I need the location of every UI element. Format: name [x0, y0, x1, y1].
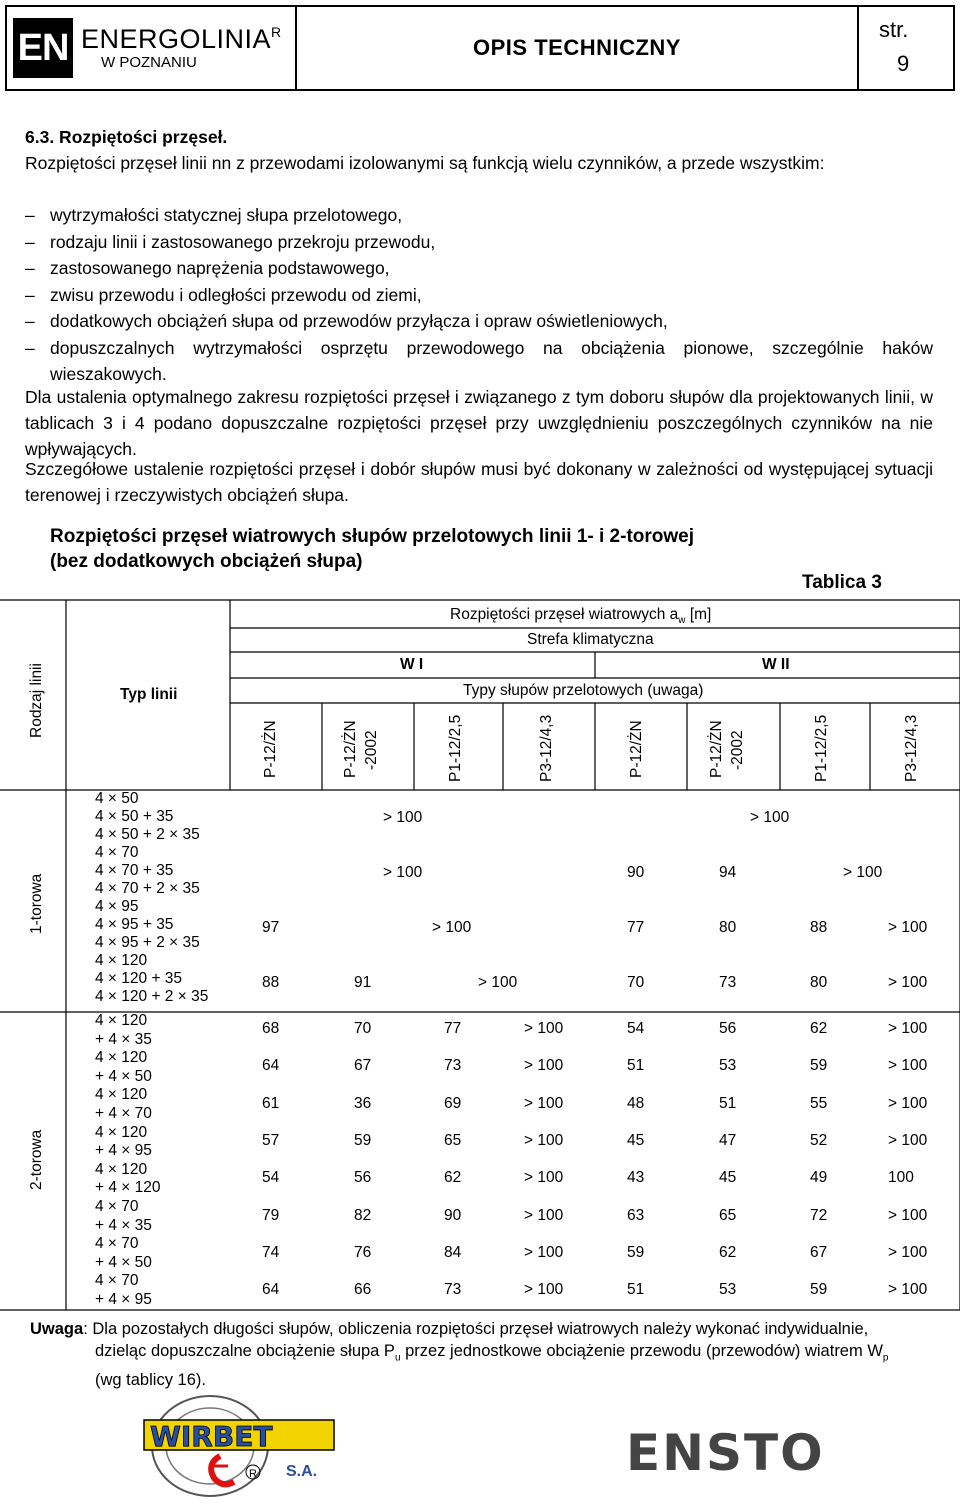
table-cell: 77: [444, 1020, 462, 1037]
table-cell: > 100: [888, 919, 928, 936]
table-cell: 59: [354, 1131, 372, 1149]
list-item: 4 × 70 + 35: [95, 862, 174, 879]
paragraph-details: Szczegółowe ustalenie rozpiętości przęseł i dobór słupów musi być dokonany w zależności od występującej sytuacji terenowej i rzeczywistych obciążeń słupa.: [25, 459, 933, 505]
table-cell: 51: [627, 1281, 645, 1299]
page-header: [5, 5, 955, 91]
list-item: + 4 × 35: [95, 1030, 152, 1048]
table-cell: 64: [262, 1281, 280, 1299]
list-item: 4 × 70: [95, 1197, 139, 1215]
list-item: 4 × 70 + 2 × 35: [95, 880, 200, 897]
list-item: – zastosowanego naprężenia podstawowego,: [25, 255, 933, 282]
pole-col-1: P-12/ŻN: [262, 720, 279, 778]
table-cell: 80: [810, 974, 828, 991]
pole-col-7: P1-12/2,5: [813, 714, 830, 782]
table-cell: > 100: [432, 919, 472, 936]
list-item: 4 × 50: [95, 790, 139, 807]
list-item: – zwisu przewodu i odległości przewodu od ziemi,: [25, 282, 933, 309]
table-cell: > 100: [383, 864, 423, 881]
table-cell: 82: [354, 1206, 372, 1224]
table-title: Rozpiętości przęseł wiatrowych słupów przelotowych linii 1- i 2-torowej (bez dodatkowych obciążeń słupa): [50, 526, 694, 572]
list-item: 4 × 50 + 2 × 35: [95, 826, 200, 843]
table-cell: 73: [444, 1281, 462, 1299]
table-cell: 76: [354, 1243, 372, 1261]
zone-w2: W II: [762, 656, 790, 673]
table-cell: 45: [719, 1169, 737, 1187]
brand-city: W POZNANIU: [101, 53, 197, 71]
table-cell: 43: [627, 1169, 645, 1187]
table-cell: 88: [262, 974, 280, 991]
table-cell: > 100: [888, 1094, 928, 1112]
table-cell: 73: [444, 1057, 462, 1075]
table-cell: 70: [627, 974, 645, 991]
list-item: 4 × 120: [95, 1012, 148, 1029]
list-item: – dodatkowych obciążeń słupa od przewodów przyłącza i opraw oświetleniowych,: [25, 308, 933, 335]
table-cell: 70: [354, 1020, 372, 1037]
table-cell: > 100: [888, 1206, 928, 1224]
list-item: + 4 × 50: [95, 1067, 152, 1085]
svg-text:R: R: [249, 1468, 257, 1480]
table-cell: > 100: [478, 974, 518, 991]
ensto-logo: ENSTO: [626, 1424, 825, 1482]
table-cell: > 100: [524, 1206, 564, 1224]
list-item: 4 × 120: [95, 1086, 148, 1104]
table-cell: 69: [444, 1094, 462, 1112]
table-cell: 62: [810, 1020, 828, 1037]
list-item: 4 × 95 + 35: [95, 916, 174, 933]
list-item: 4 × 70: [95, 1235, 139, 1253]
wirbet-logo: [140, 1390, 340, 1498]
table-cell: 67: [810, 1243, 828, 1261]
table-cell: > 100: [524, 1131, 564, 1149]
table-cell: 72: [810, 1206, 828, 1224]
table-cell: > 100: [888, 1057, 928, 1075]
page-indicator: [859, 7, 953, 89]
table-cell: 100: [888, 1169, 914, 1187]
table-cell: > 100: [524, 1281, 564, 1299]
list-item: 4 × 70: [95, 1272, 139, 1290]
pole-col-6: P-12/ŻN: [708, 720, 725, 778]
list-item: 4 × 120: [95, 1049, 148, 1067]
list-item: 4 × 120: [95, 1160, 148, 1178]
table-cell: 97: [262, 919, 280, 936]
pole-col-6b: -2002: [729, 730, 746, 770]
zone-w1: W I: [400, 656, 424, 673]
col-type-header: Typ linii: [120, 686, 178, 703]
kind-1-torowa: 1-torowa: [28, 873, 45, 934]
span-header: Rozpiętości przęseł wiatrowych $a_w$ [m]: [450, 606, 712, 627]
table-number: Tablica 3: [802, 572, 882, 593]
table-cell: 49: [810, 1169, 828, 1187]
table-cell: 56: [354, 1169, 372, 1187]
table-cell: > 100: [524, 1243, 564, 1261]
table-cell: 65: [719, 1206, 737, 1224]
table-cell: 62: [719, 1243, 737, 1261]
intro-paragraph: Rozpiętości przęseł linii nn z przewodami izolowanymi są funkcją wielu czynników, a przede wszystkim:: [25, 153, 825, 173]
table-cell: > 100: [843, 864, 883, 881]
registered-mark: R: [271, 23, 282, 40]
table-cell: 68: [262, 1020, 280, 1037]
note-label: Uwaga: [30, 1320, 84, 1338]
table-cell: 51: [627, 1057, 645, 1075]
table-cell: > 100: [524, 1169, 564, 1187]
list-item: – dopuszczalnych wytrzymałości osprzętu przewodowego na obciążenia pionowe, szczególnie haków wieszakowych.: [25, 335, 933, 388]
pole-col-4: P3-12/4,3: [538, 714, 555, 782]
company-logo: [7, 7, 297, 89]
list-item: 4 × 120: [95, 952, 148, 969]
list-item: – wytrzymałości statycznej słupa przelotowego,: [25, 202, 933, 229]
table-cell: > 100: [888, 1131, 928, 1149]
table-cell: 91: [354, 974, 372, 991]
table-cell: 66: [354, 1281, 372, 1299]
type-list-1torowa: [95, 790, 208, 1006]
list-item: 4 × 120 + 35: [95, 970, 183, 987]
table-cell: 53: [719, 1057, 737, 1075]
list-item: + 4 × 120: [95, 1179, 161, 1197]
pole-col-3: P1-12/2,5: [447, 714, 464, 782]
kind-2-torowa: 2-torowa: [28, 1129, 45, 1190]
table-cell: 48: [627, 1094, 645, 1112]
table-cell: 74: [262, 1243, 280, 1261]
table-cell: 55: [810, 1094, 828, 1112]
list-item: 4 × 70: [95, 844, 139, 861]
table-cell: 90: [444, 1206, 462, 1224]
pole-types-header: Typy słupów przelotowych (uwaga): [463, 682, 704, 699]
table-cell: 57: [262, 1131, 280, 1149]
table-cell: > 100: [750, 809, 790, 826]
list-item: 4 × 95: [95, 898, 139, 915]
list-item: 4 × 50 + 35: [95, 808, 174, 825]
table-cell: 90: [627, 864, 645, 881]
table-cell: 36: [354, 1094, 372, 1112]
table-cell: 94: [719, 864, 737, 881]
table-cell: > 100: [524, 1094, 564, 1112]
page-label: str.: [879, 17, 909, 42]
list-item: + 4 × 95: [95, 1290, 152, 1308]
table-cell: 65: [444, 1131, 462, 1149]
table-cell: 59: [810, 1281, 828, 1299]
table-cell: > 100: [888, 1281, 928, 1299]
table-cell: 54: [627, 1020, 645, 1037]
table-cell: 59: [627, 1243, 645, 1261]
factors-list: [25, 202, 933, 388]
table-cell: 84: [444, 1243, 462, 1261]
document-title: OPIS TECHNICZNY: [297, 7, 859, 89]
table-cell: 67: [354, 1057, 372, 1075]
section-title: 6.3. Rozpiętości przęseł.: [25, 127, 228, 147]
zone-header: Strefa klimatyczna: [527, 631, 654, 648]
list-item: 4 × 95 + 2 × 35: [95, 934, 200, 951]
table-cell: > 100: [888, 1020, 928, 1037]
table-cell: 47: [719, 1131, 737, 1149]
table-cell: 51: [719, 1094, 737, 1112]
list-item: 4 × 120: [95, 1123, 148, 1141]
en-logo-mark: EN: [13, 18, 73, 78]
table-cell: 59: [810, 1057, 828, 1075]
list-item: + 4 × 50: [95, 1253, 152, 1271]
brand-name: ENERGOLINIA: [81, 23, 272, 54]
table-cell: 52: [810, 1131, 828, 1149]
table-cell: 88: [810, 919, 828, 936]
list-item: 4 × 120 + 2 × 35: [95, 988, 209, 1005]
table-cell: > 100: [888, 974, 928, 991]
paragraph-tables: Dla ustalenia optymalnego zakresu rozpiętości przęseł i związanego z tym doboru słupów dla projektowanych linii, w tablicach 3 i 4 podano dopuszczalne rozpiętości przęseł przy uwzględnieniu poszczególnych czynników na nie wpływających.: [25, 387, 933, 459]
list-item: + 4 × 70: [95, 1104, 152, 1122]
svg-text:S.A.: S.A.: [286, 1463, 318, 1480]
table-cell: > 100: [524, 1057, 564, 1075]
table-cell: 73: [719, 974, 737, 991]
table-cell: 56: [719, 1020, 737, 1037]
table-cell: > 100: [524, 1020, 564, 1037]
table-cell: 45: [627, 1131, 645, 1149]
footnote: Uwaga: Dla pozostałych długości słupów, obliczenia rozpiętości przęseł wiatrowych należy wykonać indywidualnie, dzieląc dopuszczalne obciążenie słupa $P_u$ przez jednostkowe obciążenie przewodu (przewodów) wiatrem $W_p$ (wg tablicy 16).: [30, 1320, 889, 1390]
brand-block: [81, 25, 282, 71]
table-cell: 64: [262, 1057, 280, 1075]
list-item: + 4 × 95: [95, 1142, 152, 1160]
type-list-2torowa: [95, 1012, 161, 1310]
pole-col-8: P3-12/4,3: [903, 714, 920, 782]
table-cell: 62: [444, 1169, 462, 1187]
pole-col-5: P-12/ŻN: [628, 720, 645, 778]
pole-col-2b: -2002: [363, 730, 380, 770]
svg-text:WIRBET: WIRBET: [150, 1420, 273, 1453]
table-cell: > 100: [888, 1243, 928, 1261]
page-number: 9: [897, 51, 910, 76]
list-item: + 4 × 35: [95, 1216, 152, 1234]
col-kind-header: Rodzaj linii: [28, 663, 45, 738]
table-cell: 53: [719, 1281, 737, 1299]
table-cell: 77: [627, 919, 645, 936]
table-cell: 54: [262, 1169, 280, 1187]
pole-col-2: P-12/ŻN: [342, 720, 359, 778]
table-cell: 80: [719, 919, 737, 936]
table-cell: 61: [262, 1094, 280, 1112]
table-cell: 79: [262, 1206, 280, 1224]
list-item: – rodzaju linii i zastosowanego przekroju przewodu,: [25, 229, 933, 256]
table-cell: > 100: [383, 809, 423, 826]
table-cell: 63: [627, 1206, 645, 1224]
